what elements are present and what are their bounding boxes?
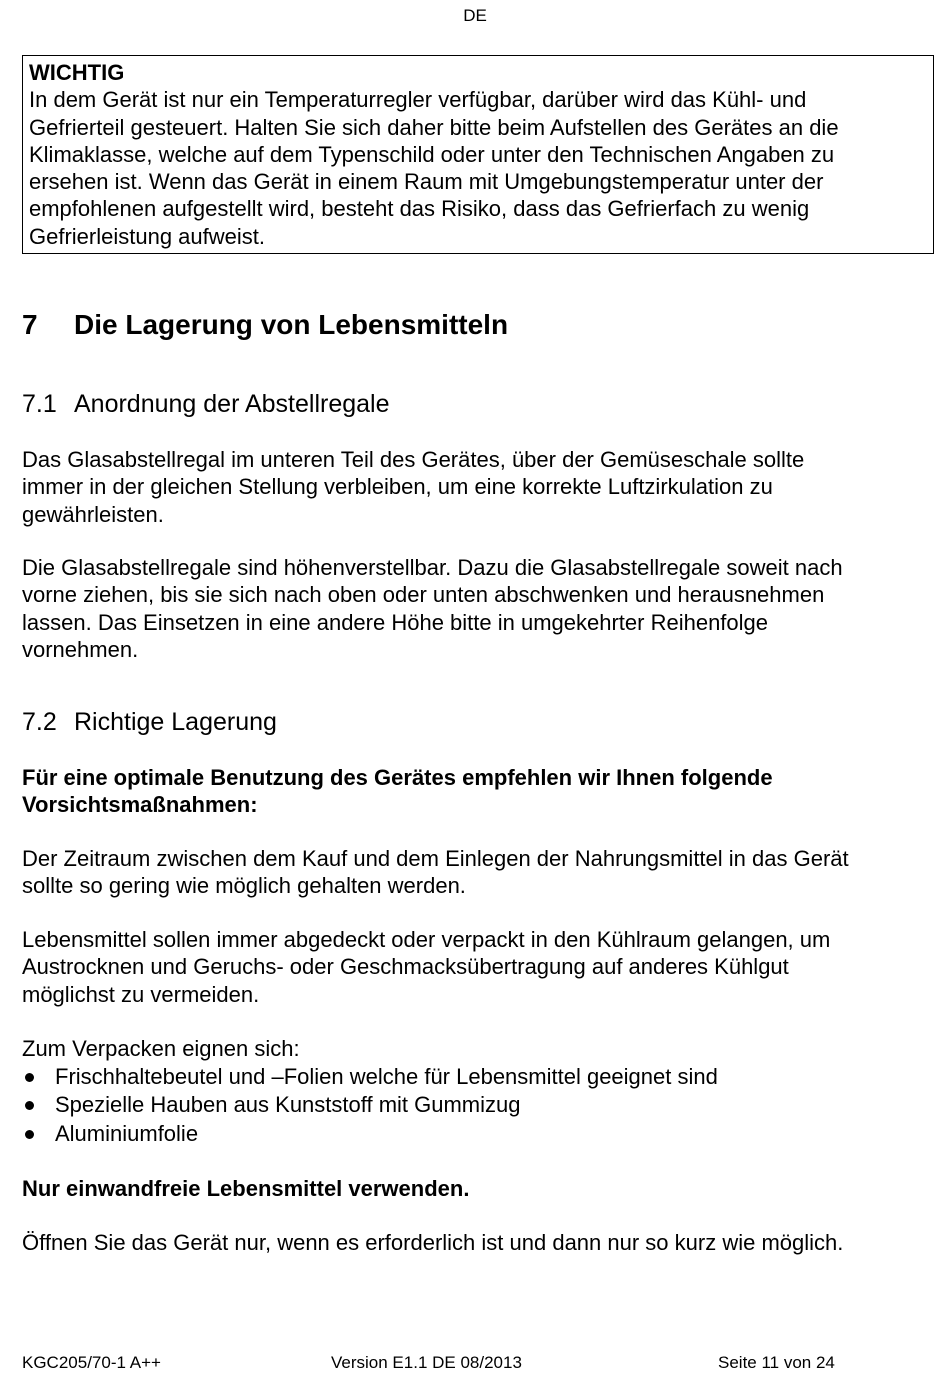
text-line: Vorsichtsmaßnahmen: <box>22 792 258 818</box>
text-line: Lebensmittel sollen immer abgedeckt oder verpackt in den Kühlraum gelangen, um <box>22 927 831 952</box>
text-line: gewährleisten. <box>22 501 164 527</box>
text-line: Das Glasabstellregal im unteren Teil des Gerätes, über der Gemüseschale sollte <box>22 447 805 472</box>
warning-title: WICHTIG <box>29 60 125 85</box>
text-line: immer in der gleichen Stellung verbleiben, um eine korrekte Luftzirkulation zu <box>22 474 773 500</box>
section-7-2-heading <box>22 707 277 737</box>
section-number: 7 <box>22 309 38 340</box>
storage-time-paragraph <box>22 845 927 900</box>
closing-paragraph: Öffnen Sie das Gerät nur, wenn es erforderlich ist und dann nur so kurz wie möglich. <box>22 1230 844 1255</box>
packing-list <box>22 1063 927 1148</box>
section-title: Die Lagerung von Lebensmitteln <box>74 309 509 340</box>
covering-paragraph <box>22 926 927 1008</box>
text-line: vorne ziehen, bis sie sich nach oben oder unten abschwenken und herausnehmen <box>22 582 825 608</box>
section-7-1-heading <box>22 389 390 419</box>
warning-line: Gefrierteil gesteuert. Halten Sie sich daher bitte beim Aufstellen des Gerätes an die <box>29 114 839 140</box>
text-line: vornehmen. <box>22 636 139 662</box>
fresh-food-note: Nur einwandfreie Lebensmittel verwenden. <box>22 1176 470 1201</box>
text-line: möglichst zu vermeiden. <box>22 981 260 1007</box>
text-line: Austrocknen und Geruchs- oder Geschmacksübertragung auf anderes Kühlgut <box>22 954 789 980</box>
text-line: sollte so gering wie möglich gehalten werden. <box>22 873 466 899</box>
warning-line: ersehen ist. Wenn das Gerät in einem Raum mit Umgebungstemperatur unter der <box>29 169 824 195</box>
warning-line: Gefrierleistung aufweist. <box>29 223 265 249</box>
text-line: Der Zeitraum zwischen dem Kauf und dem Einlegen der Nahrungsmittel in das Gerät <box>22 846 849 871</box>
section-title: Anordnung der Abstellregale <box>74 390 390 418</box>
section-number: 7.1 <box>22 390 57 418</box>
precautions-intro <box>22 764 927 819</box>
warning-line: empfohlenen aufgestellt wird, besteht das Risiko, dass das Gefrierfach zu wenig <box>29 196 810 222</box>
list-item: Spezielle Hauben aus Kunststoff mit Gummizug <box>22 1091 927 1119</box>
warning-line: In dem Gerät ist nur ein Temperaturregler verfügbar, darüber wird das Kühl- und <box>29 87 807 113</box>
warning-line: Klimaklasse, welche auf dem Typenschild oder unter den Technischen Angaben zu <box>29 141 835 167</box>
text-line: Für eine optimale Benutzung des Gerätes empfehlen wir Ihnen folgende <box>22 765 773 790</box>
page-header-language: DE <box>463 6 487 25</box>
footer-model: KGC205/70-1 A++ <box>22 1353 161 1372</box>
list-item: Aluminiumfolie <box>22 1120 927 1148</box>
text-line: Die Glasabstellregale sind höhenverstellbar. Dazu die Glasabstellregale soweit nach <box>22 555 843 580</box>
text-line: lassen. Das Einsetzen in eine andere Höhe bitte in umgekehrter Reihenfolge <box>22 609 769 635</box>
shelf-adjust-paragraph <box>22 554 927 663</box>
section-7-heading <box>22 308 508 342</box>
footer-version: Version E1.1 DE 08/2013 <box>331 1353 522 1372</box>
shelf-position-paragraph <box>22 446 927 528</box>
section-number: 7.2 <box>22 708 57 736</box>
packing-intro: Zum Verpacken eignen sich: <box>22 1036 300 1061</box>
section-title: Richtige Lagerung <box>74 708 277 736</box>
warning-box <box>22 55 934 254</box>
footer-page-number: Seite 11 von 24 <box>718 1353 835 1372</box>
list-item: Frischhaltebeutel und –Folien welche für Lebensmittel geeignet sind <box>22 1063 927 1091</box>
